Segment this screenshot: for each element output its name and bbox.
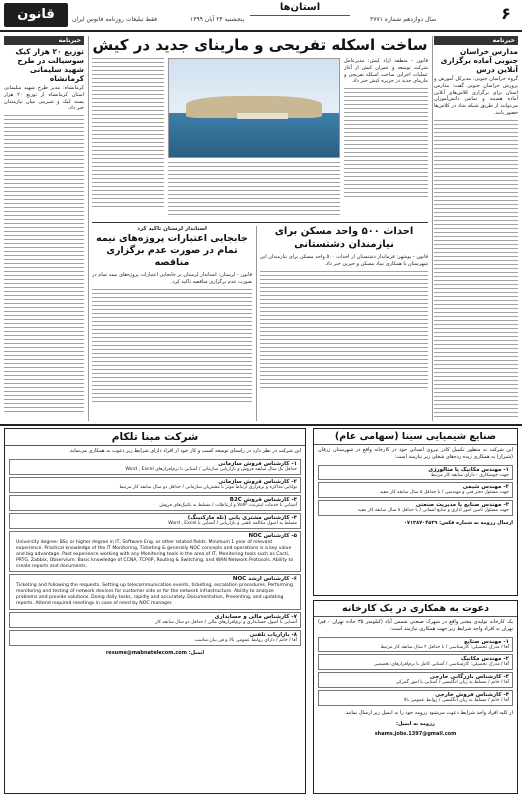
main-story-text [344, 58, 428, 218]
sina-ad-item: ۲- مهندس شیمی جهت مسئول دفتر فنی و مهندسی / با حداقل ۵ سال سابقه کار مفید [318, 482, 513, 498]
mabna-ad-item-senior-noc: ۶- کارشناس ارشد NOC Ticketing and following the requests. Setting up telecommunication events, ticketing, escalation procedures. Performing monitoring and testing of network devices for customer side or for the network infrastructure. Ability to analyze problems and provide solutions. Doing daily tasks, rapidly and accurately. Documentation, Presenting, and updating reports. Attend required meetings in case of need by NOC manager. [9, 574, 301, 610]
main-story-continued [92, 58, 164, 218]
article-text-block [260, 271, 428, 391]
column-divider [88, 36, 89, 421]
article-text-block [92, 289, 252, 404]
mabna-ad-footer [5, 648, 305, 658]
mabna-ad-item: ۱- کارشناس فروش سازمانی حداقل یک سال سابقه فروش و بازاریابی سازمانی / آشنایی با نرم‌افزارهای Word , Excel [9, 459, 301, 475]
left-column-head: خبرنامه [4, 36, 84, 45]
main-story-lead: قانون - منطقه آزاد کیش: مدیرعامل شرکت توسعه و عمران کیش از آغاز عملیات اجرایی ساخت اسکله تفریحی و مارینای جدید در جزیره کیش خبر داد. [344, 58, 428, 85]
article-text-block [4, 115, 84, 415]
sina-ad-intro: این شرکت به منظور تکمیل کادر نیروی انسانی خود در کارخانه واقع در شهرستان زرقان (شیراز) به همکاری زیده رده‌های شغلی زیر نیازمند است: [318, 447, 513, 460]
masthead-date: پنجشنبه ۲۴ آبان ۱۳۹۹ [190, 16, 245, 23]
sina-ad-fax: ارسال رزومه به شماره فکس: ۰۷۱۳۸۷۰۴۵۲۹ [403, 520, 513, 527]
left-column-title: توزیع ۲۰ هزار کیک سوسیالت در طرح شهید سلیمانی کرمانشاه [15, 47, 84, 83]
masthead-issue: سال دوازدهم شماره ۳۷۷۱ [370, 16, 437, 23]
masthead [0, 0, 522, 32]
projects-lead: قانون - لرستان: استاندار لرستان بر جابجایی اعتبارات پروژه‌های نیمه تمام در صورت عدم برگزاری مناقصه تاکید کرد. [92, 272, 252, 285]
mabna-ad-item-noc: ۵- کارشناس NOC University degree: BSc or higher degree in IT, Software Eng. or other related fields. Minimum 1 year of relevant experience. Practical knowledge of the IT Monitoring, Ticketing & generally NOC concepts and operations is a key value and big advantage. Past experience working with any Monitoring tools in the area of IT, Monitoring tools such as Cacti, PRTG, Zabbix, Observium. Basic knowledge of CCNA, TCP/IP, Routing & Switching, and WAN Network Protocols. Ability to create reports and documents. [9, 531, 301, 573]
factory-ad-email-label: رزومه به ایمیل: [396, 721, 435, 728]
article-text-block [344, 88, 428, 198]
factory-ad-item: ۱- مهندس صنایع آقا / مدرک تحصیلی: کارشناسی / با حداقل ۲ سال سابقه کار مرتبط [318, 637, 513, 653]
main-story-below-photo [168, 162, 340, 218]
kish-marina-photo [168, 58, 340, 158]
masthead-subtitle: فقط تبلیغات روزنامه فانوس ایران [72, 16, 158, 23]
sina-job-ad [313, 428, 518, 596]
housing-lead: قانون - بوشهر: فرماندار دشتستان از احداث ۵۰۰ واحد مسکن برای نیازمندان این شهرستان با همکاری بنیاد مسکن و خیرین خبر داد. [260, 254, 428, 267]
projects-headline: جابجایی اعتبارات پروژه‌های نیمه تمام در صورت عدم برگزاری مناقصه [96, 233, 248, 269]
mabna-ad-item: ۸- بازاریاب تلفنی آقا / خانم / دارای روابط عمومی بالا و فن بیان مناسب [9, 630, 301, 646]
factory-ad-item: ۴- کارشناس فروش خارجی آقا / خانم / مسلط به زبان انگلیسی / روابط عمومی بالا [318, 690, 513, 706]
column-divider [432, 36, 433, 421]
page-number: ۶ [501, 4, 511, 23]
right-column-lead: گروه خراسان جنوبی: مدیرکل آموزش و پرورش خراسان جنوبی گفت: مدارس استان برای برگزاری کلاس‌های آنلاین آماده هستند و تمامی دانش‌آموزان می‌توانند از طریق شبکه شاد در کلاس‌ها حضور یابند. [434, 76, 518, 116]
article-text-block [92, 58, 164, 208]
factory-ad-item: ۲- مهندس مکانیک آقا / مدرک تحصیلی: کارشناسی / آشنایی کامل با نرم‌افزارهای تخصصی [318, 654, 513, 670]
column-divider [256, 226, 257, 421]
noc-requirements: University degree: BSc or higher degree in IT, Software Eng. or other related fields. Minimum 1 year of relevant experience. Practical knowledge of the IT Monitoring, Ticketing & generally NOC concepts and operations is a key value and big advantage. Past experience working with any Monitoring tools in the area of IT, Monitoring tools such as Cacti, PRTG, Zabbix, Observium. Basic knowledge of CCNA, TCP/IP, Routing & Switching, and WAN Network Protocols. Ability to create reports and documents. [16, 539, 294, 569]
factory-ad-email[interactable]: shams.jobs.1397@gmail.com [374, 731, 457, 738]
mabna-telecom-job-ad [4, 428, 306, 794]
article-text-block [434, 120, 518, 420]
article-text-block [168, 162, 340, 216]
right-column-title: مدارس خراسان جنوبی آماده برگزاری آنلاین درس [440, 47, 518, 74]
projects-story [92, 226, 252, 421]
housing-headline: احداث ۵۰۰ واحد مسکن برای نیازمندان دشتستانی [274, 226, 414, 250]
left-news-column [4, 36, 84, 421]
mabna-ad-item: ۴- کارشناس مشتری یابی (تله مارکتینگ) مسلط به اصول مکالمه تلفنی و بازاریابی / آشنایی با Word , Excel [9, 513, 301, 529]
factory-ad-title: دعوت به همکاری در یک کارخانه [314, 601, 517, 617]
mabna-ad-item: ۲- کارشناس فروش سازمانی توانایی مذاکره و برقراری ارتباط موثر با مشتریان سازمانی / حداقل دو سال سابقه کار مرتبط [9, 477, 301, 493]
sina-ad-item: ۳- مهندس صنایع یا مدیریت صنعتی جهت مسئول تامین امور اداری و منابع انسانی / با حداقل ۸ سال سابقه کار مفید [318, 500, 513, 516]
mabna-ad-item: ۷- کارشناس مالی و حسابداری آشنایی با اصول حسابداری و نرم‌افزارهای مالی / حداقل دو سال سابقه کار [9, 612, 301, 628]
mabna-ad-item: ۳- کارشناس فروش B2C آشنایی با خدمات اینترنت، VoIP و ارتباطات / مسلط به تکنیک‌های فروش [9, 495, 301, 511]
mabna-ad-intro: این شرکت در نظر دارد در راستای توسعه کسب و کار خود از افراد دارای شرایط زیر دعوت به همکاری می‌نماید. [68, 448, 301, 454]
sina-ad-item: ۱- مهندس مکانیک یا متالورژی جهت جوشکاری - دارای سابقه کار مرتبط [318, 465, 513, 481]
mabna-email[interactable]: resume@mabnatelecom.com [105, 650, 187, 657]
main-headline: ساخت اسکله تفریحی و مارینای جدید در کیش [92, 36, 428, 54]
senior-noc-requirements: Ticketing and following the requests. Setting up telecommunication events, ticketing, escalation procedures. Performing monitoring and testing of network devices for customer side or for the network infrastructure. Ability to analyze problems and provide solutions. Doing daily tasks, rapidly and accurately. Documentation, Presenting, and updating reports. Attend required meetings in case of need by NOC manager. [16, 583, 293, 607]
left-column-lead: کرمانشاه: مدیر طرح شهید سلیمانی استان کرمانشاه از توزیع ۲۰ هزار بسته کیک و شیرینی میان نیازمندان خبر داد. [4, 85, 84, 112]
section-title: استان‌ها [250, 2, 350, 16]
projects-kicker: استاندار لرستان تاکید کرد [137, 226, 207, 232]
right-news-column [434, 36, 518, 421]
mabna-email-label: ایمیل: [188, 650, 205, 657]
sina-ad-title: صنایع شیمیایی سینا (سهامی عام) [314, 429, 517, 445]
factory-job-ad [313, 600, 518, 794]
factory-ad-note: از کلیه افراد واجد شرایط دعوت می‌شود رزومه خود را به ایمیل زیر ارسال نمایند. [344, 710, 513, 717]
story-divider [92, 222, 428, 223]
factory-ad-item: ۳- کارشناس بازرگانی خارجی آقا / خانم / مسلط به زبان انگلیسی / آشنایی با امور گمرکی [318, 672, 513, 688]
newspaper-logo: قانون [4, 3, 68, 27]
mabna-ad-title: شرکت مبنا تلکام [5, 429, 305, 446]
housing-story [260, 226, 428, 421]
ads-divider [0, 424, 522, 426]
right-column-head: خبرنامه [434, 36, 518, 45]
factory-ad-intro: یک کارخانه تولیدی معتبر واقع در شهرک صنعتی شمس آباد (کیلومتر ۳۵ جاده تهران - قم) تهران به افراد واجد شرایط زیر جهت همکاری نیازمند است: [318, 619, 513, 632]
